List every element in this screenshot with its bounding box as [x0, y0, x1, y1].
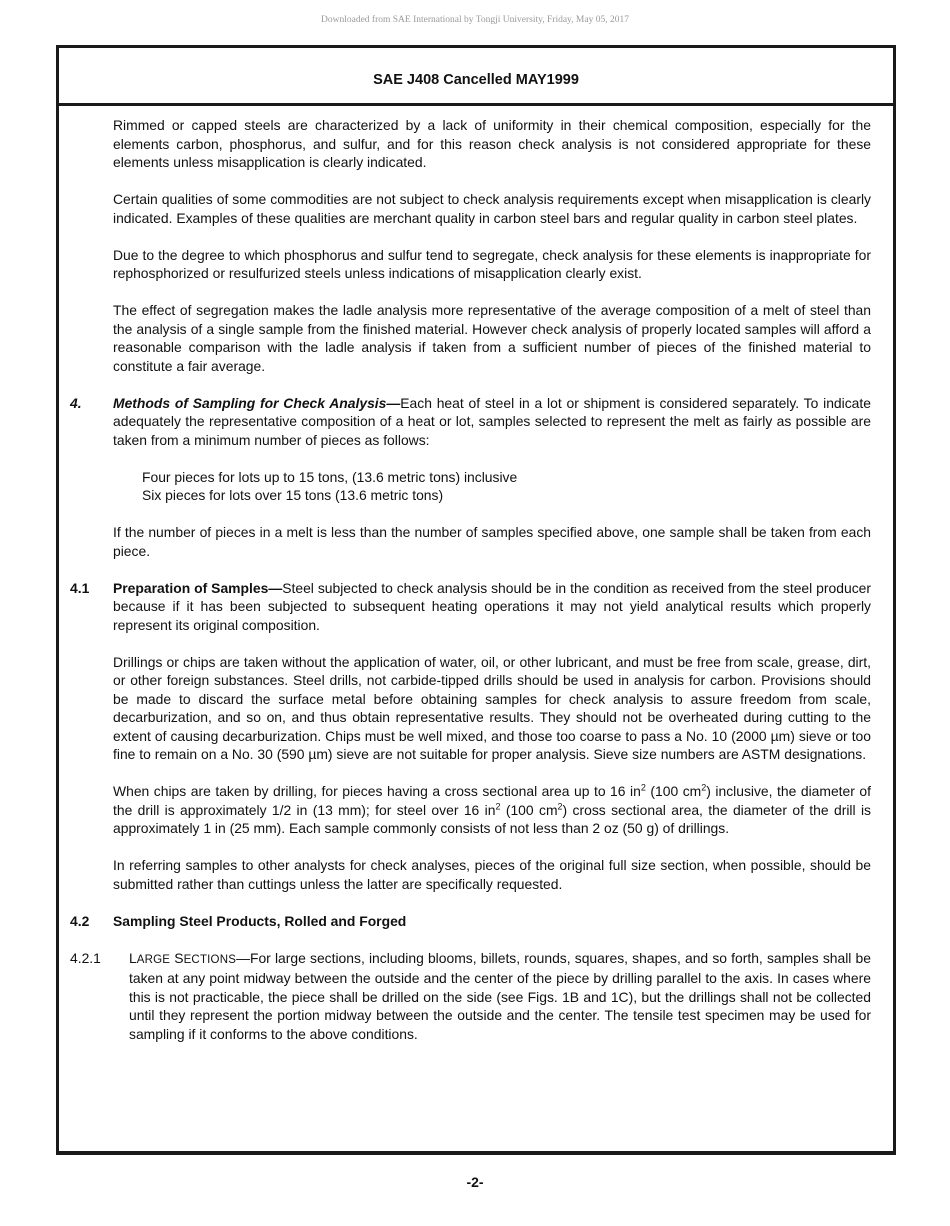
paragraph-text: If the number of pieces in a melt is less than the number of samples specified above, one sample shall be taken from each piece. — [113, 524, 871, 559]
section-4-2-1 — [59, 949, 893, 1044]
list-item: Four pieces for lots up to 15 tons, (13.6 metric tons) inclusive — [142, 468, 518, 485]
section-body: Steel subjected to check analysis should be in the condition as received from the steel producer because if it has been subjected to subsequent heating operations it may not yield analytical results which properly represent its original composition. — [113, 579, 871, 633]
heading-dash: — — [236, 949, 250, 966]
section-4 — [59, 394, 893, 450]
text-run: ) cross sectional area, the diameter of the drill is approximately 1 in (25 mm). Each sample commonly consists of not less than 2 oz (50 g) of drillings. — [113, 801, 871, 836]
paragraph-text: Certain qualities of some commodities are not subject to check analysis requirements except when misapplication is clearly indicated. Examples of these qualities are merchant quality in carbon steel bars and regular quality in carbon steel plates. — [113, 191, 871, 226]
section-number: 4.2 — [70, 912, 90, 929]
document-body — [59, 106, 893, 1062]
paragraph-text: The effect of segregation makes the ladle analysis more representative of the average composition of a melt of steel than the analysis of a single sample from the finished material. However check analysis of properly located samples will afford a reasonable comparison with the ladle analysis if taken from a sufficient number of pieces of the finished material to constitute a fair average. — [113, 302, 871, 374]
paragraph-commodity-qualities — [59, 190, 893, 227]
section-4-followup — [59, 523, 893, 560]
page-number: -2- — [466, 1174, 484, 1190]
small-caps-heading — [129, 950, 236, 966]
text-run: ) inclusive, the diameter of the drill is approximately 1/2 in (13 mm); for steel over 16 in — [113, 783, 871, 818]
superscript: 2 — [640, 782, 646, 793]
section-4-2 — [59, 912, 893, 931]
superscript: 2 — [495, 800, 501, 811]
section-number: 4.1 — [70, 579, 90, 596]
superscript: 2 — [701, 782, 707, 793]
paragraph-segregation-phosphorus — [59, 246, 893, 283]
text-run: (100 cm — [500, 801, 558, 818]
heading-cap: L — [129, 949, 137, 966]
section-number: 4.2.1 — [70, 949, 101, 966]
section-body: For large sections, including blooms, billets, rounds, squares, shapes, and so forth, samples shall be taken at any point midway between the outside and the center of the piece by drilling parallel to the axis. In cases where this is not practicable, the piece shall be drilled on the side (see Figs. 1B and 1C), but the drillings shall not be collected until they represent the portion midway between the outside and the center. The tensile test specimen may be used for sampling if it conforms to the above conditions. — [129, 949, 871, 1042]
heading-cap: S — [170, 949, 184, 966]
heading-small-caps: ARGE — [136, 953, 171, 966]
paragraph-text: In referring samples to other analysts for check analyses, pieces of the original full size section, when possible, should be submitted rather than cuttings unless the latter are specifically requested. — [113, 857, 871, 892]
paragraph-text: Due to the degree to which phosphorus and sulfur tend to segregate, check analysis for these elements is inappropriate for rephosphorized or resulfurized steels unless indications of misapplication clearly exist. — [113, 246, 871, 281]
section-number: 4. — [70, 394, 82, 411]
document-header — [59, 48, 893, 106]
paragraph-drill-diameter — [59, 782, 893, 838]
heading-small-caps: ECTIONS — [183, 953, 237, 966]
sampling-pieces-list — [59, 468, 893, 505]
text-run: (100 cm — [645, 783, 702, 799]
paragraph-segregation-effect — [59, 301, 893, 375]
paragraph-drillings — [59, 653, 893, 764]
section-heading: Preparation of Samples— — [113, 579, 283, 596]
download-watermark: Downloaded from SAE International by Tongji University, Friday, May 05, 2017 — [321, 15, 629, 25]
document-title: SAE J408 Cancelled MAY1999 — [373, 71, 579, 88]
paragraph-text: Rimmed or capped steels are characterized by a lack of uniformity in their chemical composition, especially for the elements carbon, phosphorus, and sulfur, and for this reason check analysis is not considered appropriate for these elements unless misapplication is clearly indicated. — [113, 117, 871, 170]
page-frame — [56, 45, 896, 1155]
list-item: Six pieces for lots over 15 tons (13.6 metric tons) — [142, 487, 444, 503]
section-heading: Sampling Steel Products, Rolled and Forged — [113, 912, 407, 929]
section-body: Each heat of steel in a lot or shipment is considered separately. To indicate adequately the representative composition of a heat or lot, samples selected to represent the melt as fairly as possible are taken from a minimum number of pieces as follows: — [113, 394, 871, 448]
text-run: When chips are taken by drilling, for pieces having a cross sectional area up to 16 in — [113, 783, 641, 799]
section-heading: Methods of Sampling for Check Analysis— — [113, 394, 401, 411]
paragraph-text: Drillings or chips are taken without the application of water, oil, or other lubricant, and must be free from scale, grease, dirt, or other foreign substances. Steel drills, not carbide-tipped drills should be used in analysis for carbon. Provisions should be made to discard the surface metal before obtaining samples for check analysis to assure freedom from scale, decarburization, and so on, and thus obtain representative results. They should not be overheated during cutting to the extent of causing decarburization. Chips must be well mixed, and those too coarse to pass a No. 10 (2000 µm) sieve or too fine to remain on a No. 30 (590 µm) sieve are not suitable for proper analysis. Sieve size numbers are ASTM designations. — [113, 653, 871, 762]
section-4-1 — [59, 579, 893, 635]
paragraph-rimmed-steels — [59, 116, 893, 172]
paragraph-referring-samples — [59, 856, 893, 893]
superscript: 2 — [557, 800, 563, 811]
